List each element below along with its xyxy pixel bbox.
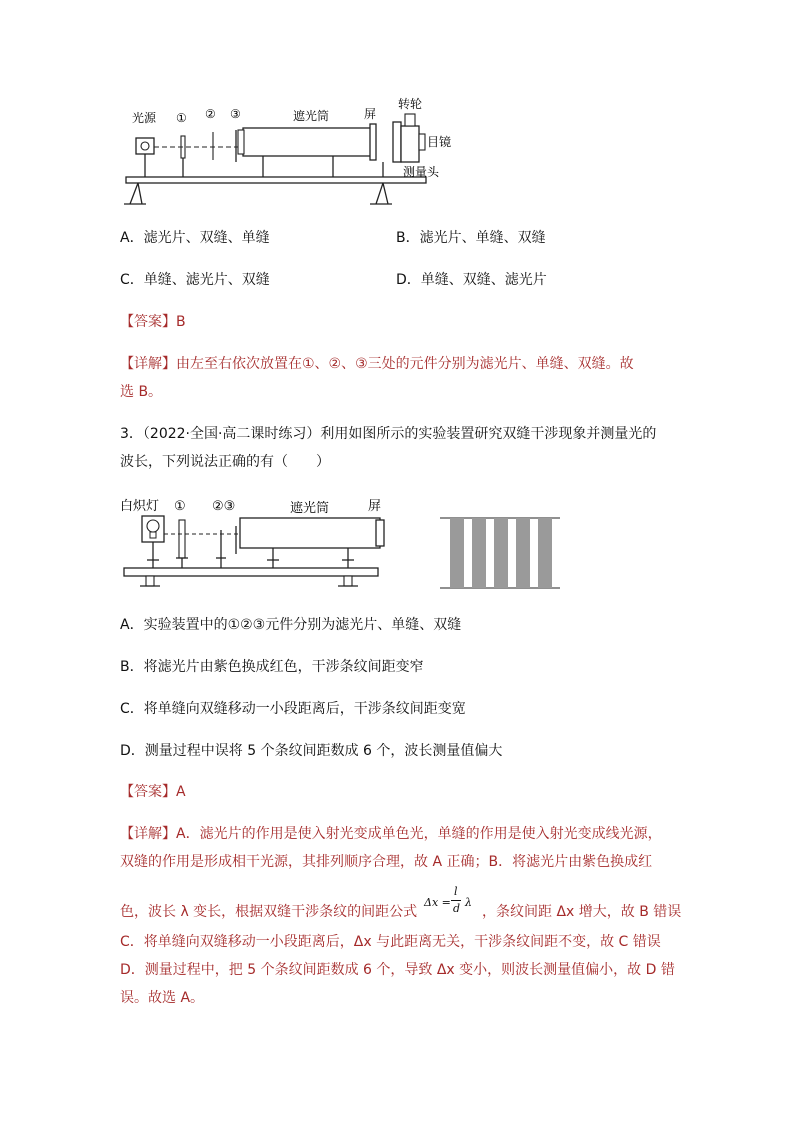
q3-answer-value: A bbox=[176, 784, 186, 800]
q3-option-a bbox=[120, 615, 461, 635]
q3-detail-line6: 误。故选 A。 bbox=[120, 990, 205, 1006]
q2-answer bbox=[120, 312, 186, 332]
q2-detail-marks: ①、②、③ bbox=[302, 356, 368, 372]
q3-detail-line1 bbox=[120, 824, 662, 844]
fig2-label-head: 测量头 bbox=[403, 165, 440, 179]
fig3-label-mark23: ②③ bbox=[212, 499, 236, 514]
q3-apparatus-figure bbox=[118, 490, 388, 595]
fig2-label-wheel: 转轮 bbox=[398, 97, 423, 111]
fig2-label-tube: 遮光筒 bbox=[293, 109, 330, 123]
q3-option-d: D．测量过程中误将 5 个条纹间距数成 6 个，波长测量值偏大 bbox=[120, 743, 503, 759]
q3-stem-line1: 3．（2022·全国·高二课时练习）利用如图所示的实验装置研究双缝干涉现象并测量光的 bbox=[120, 426, 657, 442]
q3-detail-label: 【详解】 bbox=[120, 826, 176, 842]
q2-detail-line1 bbox=[120, 354, 634, 374]
q3-option-a-marks: ①②③ bbox=[227, 617, 266, 633]
q2-answer-label: 【答案】 bbox=[120, 314, 176, 330]
fig2-label-mark2: ② bbox=[205, 107, 216, 121]
q2-detail-text: 由左至右依次放置在 bbox=[176, 356, 302, 372]
q2-detail-rest: 三处的元件分别为滤光片、单缝、双缝。故 bbox=[367, 356, 634, 372]
q2-apparatus-figure bbox=[118, 92, 468, 217]
q3-detail-text3a: 色，波长 λ 变长，根据双缝干涉条纹的间距公式 bbox=[120, 904, 418, 920]
q3-detail-line5: D．测量过程中，把 5 个条纹间距数成 6 个，导致 Δx 变小，则波长测量值偏小，故 D 错 bbox=[120, 962, 675, 978]
q3-detail-line3b: ，条纹间距 Δx 增大，故 B 错误 bbox=[482, 904, 682, 920]
spacing-formula bbox=[424, 886, 480, 920]
formula-lambda: λ bbox=[465, 896, 472, 909]
q3-stem-line2: 波长，下列说法正确的有（ ） bbox=[120, 454, 330, 470]
fig2-label-eyepiece: 目镜 bbox=[427, 135, 452, 149]
q3-detail-text1: A．滤光片的作用是使入射光变成单色光，单缝的作用是使入射光变成线光源， bbox=[176, 826, 662, 842]
q3-option-c: C．将单缝向双缝移动一小段距离后，干涉条纹间距变宽 bbox=[120, 701, 466, 717]
formula-numerator: l bbox=[454, 885, 458, 898]
formula-denominator: d bbox=[453, 902, 461, 915]
q2-option-d: D．单缝、双缝、滤光片 bbox=[396, 272, 547, 288]
fig2-label-light-source: 光源 bbox=[132, 111, 157, 125]
fig2-label-screen: 屏 bbox=[364, 107, 377, 121]
formula-fraction-bar bbox=[451, 900, 461, 901]
q3-detail-line2: 双缝的作用是形成相干光源，其排列顺序合理，故 A 正确；B．将滤光片由紫色换成红 bbox=[120, 854, 653, 870]
q3-detail-line3 bbox=[120, 902, 417, 922]
q2-option-b: B．滤光片、单缝、双缝 bbox=[396, 230, 546, 246]
q3-option-a-suffix: 元件分别为滤光片、单缝、双缝 bbox=[265, 617, 462, 633]
q2-detail-label: 【详解】 bbox=[120, 356, 176, 372]
q2-answer-value: B bbox=[176, 314, 186, 330]
q3-detail-line4: C．将单缝向双缝移动一小段距离后，Δx 与此距离无关，干涉条纹间距不变，故 C 错误 bbox=[120, 934, 661, 950]
q3-option-b: B．将滤光片由紫色换成红色，干涉条纹间距变窄 bbox=[120, 659, 424, 675]
fig3-label-screen: 屏 bbox=[368, 499, 382, 514]
fig2-label-mark1: ① bbox=[176, 111, 187, 125]
fig3-label-mark1: ① bbox=[174, 499, 186, 514]
fig3-label-lamp: 白炽灯 bbox=[120, 499, 160, 514]
fig3-label-tube: 遮光筒 bbox=[290, 501, 330, 516]
q3-answer-label: 【答案】 bbox=[120, 784, 176, 800]
q2-option-a: A．滤光片、双缝、单缝 bbox=[120, 230, 270, 246]
fig2-label-mark3: ③ bbox=[230, 107, 241, 121]
q2-detail-line2: 选 B。 bbox=[120, 384, 163, 400]
q2-option-c: C．单缝、滤光片、双缝 bbox=[120, 272, 270, 288]
interference-fringe-pattern bbox=[440, 512, 560, 592]
formula-lhs: Δx = bbox=[424, 896, 451, 909]
q3-answer bbox=[120, 782, 186, 802]
q3-option-a-prefix: A．实验装置中的 bbox=[120, 617, 228, 633]
